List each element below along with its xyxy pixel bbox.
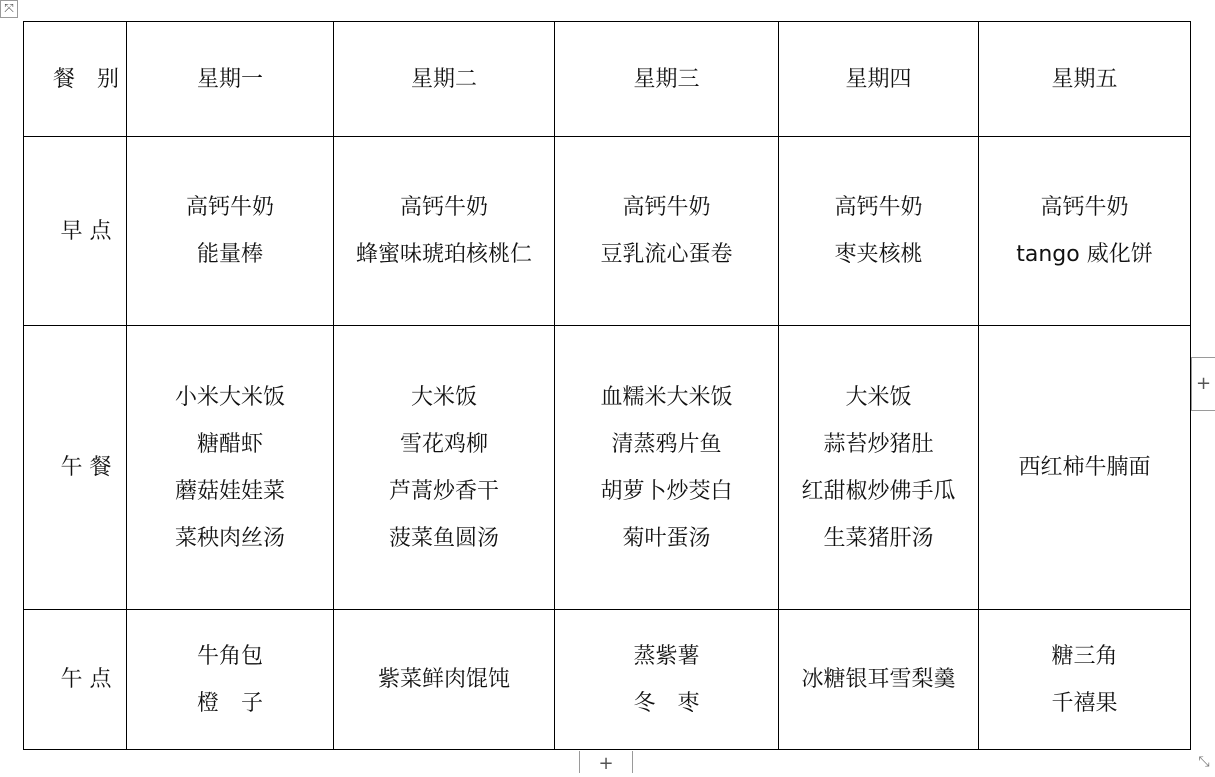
meal-label-text: 午 餐 — [60, 455, 112, 480]
menu-item: 高钙牛奶 — [399, 195, 488, 220]
menu-item: 生菜猪肝汤 — [823, 525, 934, 551]
day-label: 星期三 — [633, 66, 700, 92]
weekly-menu-table — [23, 21, 1191, 750]
menu-item: 牛角包 — [196, 643, 263, 669]
cell-lunch-tuesday[interactable] — [334, 326, 555, 610]
meal-label-text: 餐 别 — [52, 66, 119, 92]
table-resize-handle-icon[interactable]: ⤡ — [1198, 754, 1210, 770]
cell-lunch-friday[interactable] — [979, 326, 1191, 610]
menu-item: 西红柿牛腩面 — [1018, 455, 1151, 480]
cell-breakfast-thursday[interactable] — [779, 137, 979, 326]
header-day-friday[interactable] — [979, 22, 1191, 137]
menu-item: 菜秧肉丝汤 — [174, 525, 285, 551]
menu-item: 蒸紫薯 — [633, 643, 700, 669]
header-meal-label[interactable] — [24, 22, 127, 137]
row-label-breakfast[interactable] — [24, 137, 127, 326]
menu-item: 大米饭 — [845, 384, 912, 410]
table-row-header — [24, 22, 1191, 137]
day-label: 星期五 — [1051, 66, 1118, 92]
menu-item: 血糯米大米饭 — [600, 384, 733, 410]
menu-item: 千禧果 — [1051, 690, 1118, 716]
cell-breakfast-monday[interactable] — [127, 137, 334, 326]
header-day-wednesday[interactable] — [555, 22, 779, 137]
cell-snack-tuesday[interactable] — [334, 610, 555, 750]
cell-breakfast-wednesday[interactable] — [555, 137, 779, 326]
cell-breakfast-friday[interactable] — [979, 137, 1191, 326]
menu-item: 菠菜鱼圆汤 — [388, 525, 499, 551]
menu-item: 糖醋虾 — [196, 431, 263, 457]
menu-item: 豆乳流心蛋卷 — [600, 242, 733, 267]
table-row-lunch — [24, 326, 1191, 610]
row-label-lunch[interactable] — [24, 326, 127, 610]
menu-item: 大米饭 — [410, 384, 477, 410]
table-row-breakfast — [24, 137, 1191, 326]
menu-item: 蒜苔炒猪肚 — [823, 431, 934, 457]
menu-item: 高钙牛奶 — [185, 195, 274, 220]
menu-item: 高钙牛奶 — [834, 195, 923, 220]
menu-item: 糖三角 — [1051, 643, 1118, 669]
table-move-handle-icon[interactable]: ⤧ — [0, 0, 18, 18]
cell-snack-thursday[interactable] — [779, 610, 979, 750]
cell-lunch-wednesday[interactable] — [555, 326, 779, 610]
plus-icon: + — [1195, 373, 1212, 394]
menu-item: 雪花鸡柳 — [399, 431, 488, 457]
menu-item: 高钙牛奶 — [622, 195, 711, 220]
menu-item: 小米大米饭 — [174, 384, 285, 410]
menu-item: 蘑菇娃娃菜 — [174, 478, 285, 504]
cell-lunch-monday[interactable] — [127, 326, 334, 610]
menu-item: 菊叶蛋汤 — [622, 525, 711, 551]
add-row-button[interactable] — [579, 751, 633, 773]
menu-item: 冬 枣 — [633, 690, 700, 716]
plus-icon: + — [598, 753, 614, 774]
menu-item: 紫菜鲜肉馄饨 — [377, 667, 510, 692]
menu-item: 冰糖银耳雪梨羹 — [801, 667, 956, 692]
menu-item: tango 威化饼 — [1016, 242, 1153, 267]
header-day-monday[interactable] — [127, 22, 334, 137]
cell-snack-monday[interactable] — [127, 610, 334, 750]
add-column-button[interactable] — [1191, 357, 1215, 411]
menu-item: 蜂蜜味琥珀核桃仁 — [355, 242, 532, 267]
header-day-thursday[interactable] — [779, 22, 979, 137]
header-day-tuesday[interactable] — [334, 22, 555, 137]
menu-item: 能量棒 — [196, 242, 263, 267]
menu-item: 高钙牛奶 — [1040, 195, 1129, 220]
menu-item: 芦蒿炒香干 — [388, 478, 499, 504]
table-row-snack — [24, 610, 1191, 750]
menu-item: 红甜椒炒佛手瓜 — [801, 478, 956, 504]
cell-breakfast-tuesday[interactable] — [334, 137, 555, 326]
meal-label-text: 午 点 — [60, 667, 112, 692]
day-label: 星期四 — [845, 66, 912, 92]
day-label: 星期一 — [196, 66, 263, 92]
cell-snack-wednesday[interactable] — [555, 610, 779, 750]
menu-item: 枣夹核桃 — [834, 242, 923, 267]
day-label: 星期二 — [410, 66, 477, 92]
menu-item: 橙 子 — [196, 690, 263, 716]
cell-snack-friday[interactable] — [979, 610, 1191, 750]
meal-label-text: 早 点 — [60, 218, 112, 244]
menu-item: 清蒸鸦片鱼 — [611, 431, 722, 457]
row-label-snack[interactable] — [24, 610, 127, 750]
menu-item: 胡萝卜炒茭白 — [600, 478, 733, 504]
cell-lunch-thursday[interactable] — [779, 326, 979, 610]
